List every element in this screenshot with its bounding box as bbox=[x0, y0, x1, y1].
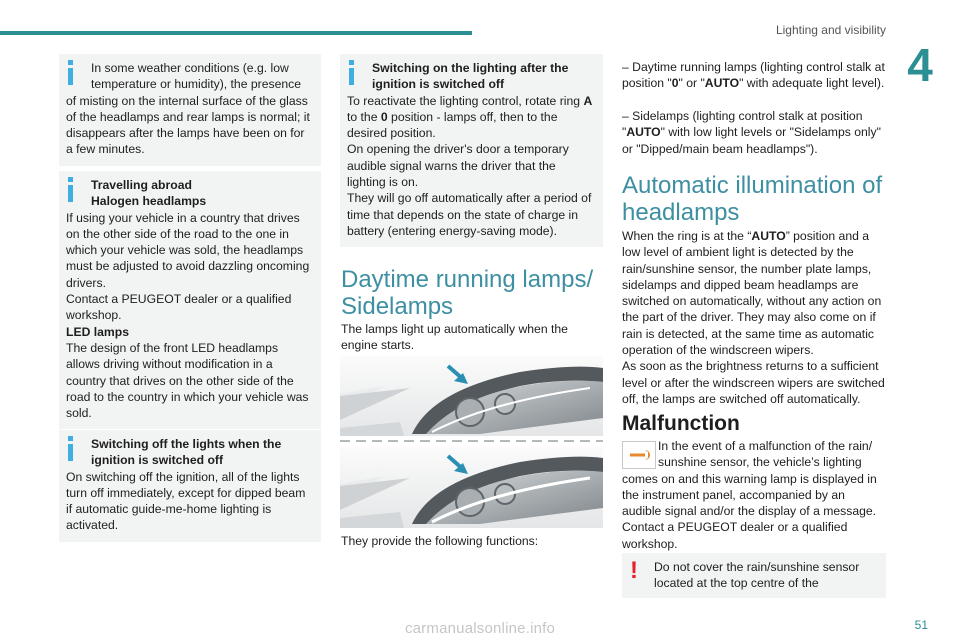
chapter-number: 4 bbox=[907, 39, 933, 91]
switching-on-text: To reactivate the lighting control, rotate ring A to the 0 position - lamps off, then to the desired position. bbox=[347, 93, 593, 141]
info-icon bbox=[63, 436, 79, 462]
energy-saving-text: They will go off automatically after a period of time that depends on the state of charge in battery (entering energy-saving mode). bbox=[347, 191, 592, 238]
led-title: LED lamps bbox=[66, 324, 129, 339]
info-box-travelling-abroad bbox=[59, 171, 321, 429]
led-text: The design of the front LED headlamps allows driving without modification in a country that drives on the other side of the road to the country in which your vehicle was sold. bbox=[66, 340, 309, 421]
switching-off-title: Switching off the lights when the ignition is switched off bbox=[91, 437, 282, 468]
switching-off-text: On switching off the ignition, all of the lights turn off immediately, except for dipped beam if automatic guide-me-home lighting is activated. bbox=[66, 469, 306, 533]
misting-text: of misting on the internal surface of the glass of the headlamps and rear lamps is normal; it disappears after the lamps have been on for a few minutes. bbox=[66, 93, 310, 157]
daytime-lamps-item: – Daytime running lamps (lighting control stalk at position "0" or "AUTO" with adequate light level). bbox=[622, 60, 885, 91]
automatic-illumination-heading: Automatic illumination of headlamps bbox=[622, 172, 883, 226]
section-title: Lighting and visibility bbox=[775, 23, 886, 37]
info-box-misting bbox=[59, 54, 321, 166]
warning-sensor-text: Do not cover the rain/sunshine sensor located at the top centre of the bbox=[654, 560, 860, 591]
page-number: 51 bbox=[914, 618, 928, 632]
daytime-lamps-intro: The lamps light up automatically when the engine starts. bbox=[341, 322, 568, 353]
travelling-abroad-title: Travelling abroad bbox=[91, 178, 192, 192]
info-icon bbox=[63, 177, 79, 203]
header-accent-bar bbox=[0, 31, 472, 35]
warning-box-sensor bbox=[622, 553, 886, 598]
sidelamps-item: – Sidelamps (lighting control stalk at position "AUTO" with low light levels or "Sidelamps only" or "Dipped/main beam headlamps"). bbox=[622, 109, 881, 156]
warning-exclamation-icon: ! bbox=[630, 557, 638, 584]
info-icon bbox=[63, 60, 79, 86]
automatic-illumination-text: When the ring is at the “AUTO” position and a low level of ambient light is detected by the rain/sunshine sensor, the number plate lamps, sidelamps and dipped beam headlamps are switched on automatically, without any action on the part of the driver. They may also come on if rain is detected, at the same time as automatic operation of the windscreen wipers. As soon as the brightness returns to a sufficient level or after the windscreen wipers are switched off, the lamps are switched off automatically. bbox=[622, 229, 885, 406]
malfunction-text: In the event of a malfunction of the rain/ sunshine sensor, the vehicle’s lighting comes on and this warning lamp is displayed in the instrument panel, accompanied by an audible signal and/or the display of a message. Contact a PEUGEOT dealer or a qualified workshop. bbox=[622, 439, 877, 551]
misting-text-first: In some weather conditions (e.g. low temperature or humidity), the presence bbox=[91, 61, 301, 92]
info-icon bbox=[344, 60, 360, 86]
halogen-text: If using your vehicle in a country that drives on the other side of the road to the one in which your vehicle was sold, the headlamps must be adjusted to avoid dazzling oncoming drivers. bbox=[66, 210, 310, 290]
door-signal-text: On opening the driver's door a temporary audible signal warns the driver that the lighting is on. bbox=[347, 142, 569, 190]
functions-intro: They provide the following functions: bbox=[341, 534, 539, 548]
info-box-switching-off bbox=[59, 430, 321, 542]
info-box-switching-on bbox=[340, 54, 603, 247]
dealer-text: Contact a PEUGEOT dealer or a qualified workshop. bbox=[66, 292, 292, 323]
switching-on-title: Switching on the lighting after the ignition is switched off bbox=[372, 61, 569, 92]
halogen-title: Halogen headlamps bbox=[91, 194, 207, 209]
headlamp-illustration bbox=[340, 356, 603, 528]
daytime-lamps-heading: Daytime running lamps/ Sidelamps bbox=[341, 266, 594, 320]
malfunction-heading: Malfunction bbox=[622, 412, 740, 435]
watermark: carmanualsonline.info bbox=[404, 620, 556, 637]
